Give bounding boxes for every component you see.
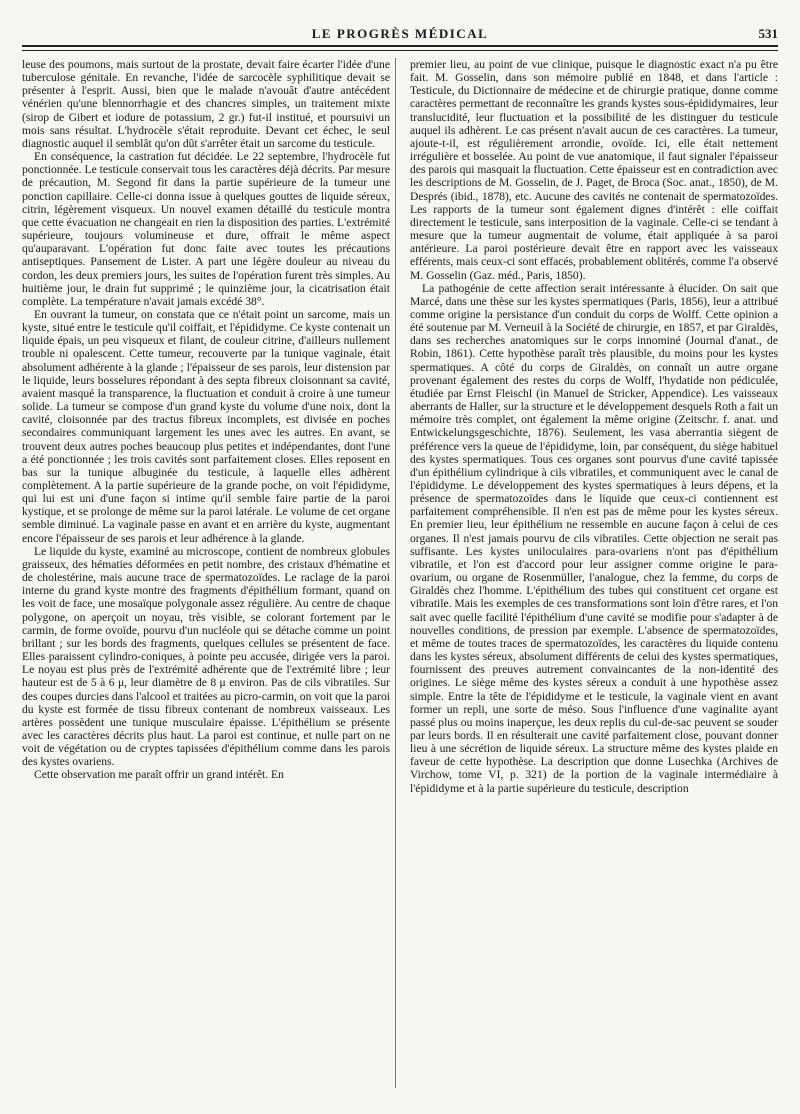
paragraph: La pathogénie de cette affection serait intéressante à élucider. On sait que Marcé, dans une thèse sur les kystes spermatiques (Paris, 1856), leur a attribué comme origine la persistance d'un conduit du corps de Wolff. Cette opinion a été soutenue par M. Verneuil à la Société de chirurgie, en 1857, et par Giraldès, dans ses recherches anatomiques sur le corps innominé (Journal d'anat., de Robin, 1861). Cette hypothèse paraît très plausible, du moins pour les kystes spermatiques. A côté du corps de Giraldès, on connaît un autre organe provenant également des restes du corps de Wolff, l'hydatide non pédiculée, étudiée par Ernst Fleischl (in Manuel de Stricker, Appendice). Les vaisseaux aberrants de Haller, sur la structure et le développement desquels Roth a fait un mémoire très complet, ont également la même origine (Zeitschr. f. anat. und Entwickelungsgeschichte, 1876). Seulement, les vasa aberrantia siègent de préférence vers la queue de l'épididyme, loin, par conséquent, du siège habituel des kystes spermatiques. Tous ces organes sont pourvus d'une cavité tapissée d'un épithélium cylindrique à cils vibratiles, et communiquent avec le canal de l'épididyme. Le développement des kystes spermatiques à leurs dépens, et la présence de spermatozoïdes dans le liquide que ceux-ci contiennent est parfaitement compréhensible. Il n'en est pas de même pour les kystes séreux. En premier lieu, leur épithélium ne ressemble en aucune façon à celui de ces organes. Il n'est jamais pourvu de cils vibratiles. Cette objection ne serait pas suffisante. Les kystes uniloculaires para-ovariens n'ont pas d'épithélium vibratile, et l'on est d'accord pour leur assigner comme origine le para-ovarium, ou organe de Rosenmüller, l'analogue, chez la femme, du corps de Giraldès chez l'homme. L'épithélium des tubes qui constituent cet organe est vibratile. Mais les exemples de ces transformations sont loin d'être rares, et l'on sait avec quelle facilité l'épithélium d'une cavité se modifie pour s'adapter à de nouvelles conditions, de pression par exemple. L'absence de spermatozoïdes, et même de toutes traces de spermatozoïdes, les caractères du liquide contenu dans les kystes séreux, absolument différents de celui des kystes spermatiques, fournissent des preuves autrement convaincantes de la non-identité des origines. Le siège même des kystes séreux a conduit à une hypothèse assez simple. Entre la tête de l'épididyme et le testicule, la vaginale vient en avant former un repli, une sorte de méso. Sous l'influence d'une vaginalite ayant passé plus ou moins inaperçue, les deux replis du cul-de-sac peuvent se souder par leurs bords. Il en résulterait une cavité parfaitement close, pouvant donner lieu à une sécrétion de liquide séreux. La structure même des kystes plaide en faveur de cette hypothèse. La description que donne Lusechka (Archives de Virchow, tome VI, p. 321) de la portion de la vaginale intermédiaire à l'épididyme et à la partie supérieure du testicule, description	[410, 281, 778, 795]
paragraph: En ouvrant la tumeur, on constata que ce n'était point un sarcome, mais un kyste, situé entre le testicule qu'il coiffait, et l'épididyme. Ce kyste contenait un liquide épais, un peu visqueux et filant, de couleur citrine, d'ailleurs nullement trouble ni opalescent. Cette tumeur, recouverte par la tunique vaginale, était absolument adhérente à la glande ; l'épaisseur de ses parois, leur distension par le liquide, leurs bosselures répondant à des septa fibreux cloisonnant sa cavité, avaient masqué la transparence, la fluctuation et conduit à croire à une tumeur solide. La tumeur se compose d'un grand kyste du volume d'une noix, dont la cavité, cloisonnée par des tractus fibreux incomplets, est divisée en poches secondaires communiquant largement les unes avec les autres. En avant, se trouvent deux autres poches beaucoup plus petites et indépendantes, dont l'une a été ponctionnée ; les trois cavités sont parfaitement closes. Elles reposent en bas sur la tunique albuginée du testicule, à laquelle elles adhèrent complètement. A la partie supérieure de la grande poche, on voit l'épididyme, qui lui est uni d'une façon si intime qu'il semble faire partie de la paroi kystique, et se prolonge de même sur la paroi latérale. Le volume de cet organe semble diminué. La vaginale passe en avant et en arrière du kyste, augmentant encore l'épaisseur de ses parois et leur adhérence à la glande.	[22, 307, 390, 545]
paragraph: Cette observation me paraît offrir un grand intérêt. En	[34, 768, 284, 782]
right-column	[410, 58, 778, 1094]
paragraph: leuse des poumons, mais surtout de la prostate, devait faire écarter l'idée d'une tuberculose génitale. En revanche, l'idée de sarcocèle syphilitique devait se présenter à l'esprit. Aussi, bien que le malade n'avouât d'autre antécédent vénérien qu'une blennorrhagie et des chancres simples, un traitement mixte (sirop de Gibert et iodure de potassium, 2 gr.) fut-il institué, et poursuivi un mois sans résultat. L'hydrocèle s'était reproduite. Devant cet échec, le seul diagnostic auquel il semblât qu'on dût s'arrêter était un sarcome du testicule.	[22, 58, 390, 150]
column-divider	[395, 58, 396, 1088]
paragraph: Le liquide du kyste, examiné au microscope, contient de nombreux globules graisseux, des hématies déformées en petit nombre, des cristaux d'hématine et de cholestérine, mais aucune trace de spermatozoïdes. Le raclage de la paroi interne du grand kyste montre des fragments d'épithélium formant, quand on les voit de face, une mosaïque polygonale assez régulière. Au centre de chaque polygone, on aperçoit un noyau, très visible, se colorant fortement par le carmin, de forme ovoïde, pourvu d'un nucléole qui se détache comme un point brillant ; sur les bords des fragments, quelques cellules se présentent de face. Elles paraissent cylindro-coniques, à pointe peu accusée, dirigée vers la paroi. Le noyau est plus près de l'extrémité adhérente que de l'extrémité libre ; leur hauteur est de 5 à 6 μ, leur diamètre de 8 μ environ. Pas de cils vibratiles. Sur des coupes durcies dans l'alcool et traitées au picro-carmin, on voit que la paroi du kyste est formée de tissu fibreux contenant de nombreux vaisseaux. Les artères possèdent une tunique musculaire épaisse. L'épithélium se présente avec les caractères décrits plus haut. La paroi est continue, et nulle part on ne voit de végétation ou de cryptes tapissées d'épithélium comme dans les parois des kystes ovariens.	[22, 544, 390, 769]
header-rule-thick	[22, 45, 778, 47]
paragraph: premier lieu, au point de vue clinique, puisque le diagnostic exact n'a pu être fait. M. Gosselin, dans son mémoire publié en 1848, et dans l'article : Testicule, du Dictionnaire de médecine et de chirurgie pratique, donne comme caractères permettant de reconnaître les grands kystes sous-épididymaires, leur translucidité, leur fluctuation et la possibilité de les distinguer du testicule auquel ils adhèrent. Le cas présent n'avait aucun de ces caractères. La tumeur, ajoute-t-il, est régulièrement arrondie, ovoïde. Ici, elle était nettement irrégulière et bosselée. Au point de vue anatomique, il faut signaler l'épaisseur des parois qui masquait la fluctuation. Cette épaisseur est en contradiction avec les descriptions de M. Gosselin, de J. Paget, de Broca (Soc. anat., 1850), de M. Després (ibid., 1878), etc. Aucune des cavités ne contenait de spermatozoïdes. Les rapports de la tumeur sont également dignes d'intérêt : elle coiffait directement le testicule, sans interposition de la vaginale. Celle-ci se tendant à mesure que la tumeur augmentait de volume, était appliquée à sa paroi antérieure. La paroi postérieure devait être en rapport avec les vaisseaux efférents, mais ceux-ci sont effacés, probablement oblitérés, comme l'a observé M. Gosselin (Gaz. méd., Paris, 1850).	[410, 58, 778, 282]
paragraph: En conséquence, la castration fut décidée. Le 22 septembre, l'hydrocèle fut ponctionnée. Le testicule conservait tous les caractères déjà décrits. Par mesure de précaution, M. Segond fit dans la partie supérieure de la tumeur une ponction capillaire. Celle-ci donna issue à quelques gouttes de liquide séreux, citrin, légèrement visqueux. Un nouvel examen détaillé du testicule montra que cette évacuation ne changeait en rien la disposition des parties. L'extrémité supérieure, toujours volumineuse et dure, offrait le même aspect qu'auparavant. L'opération fut donc faite avec toutes les précautions antiseptiques. Pansement de Lister. A part une légère douleur au niveau du cordon, les deux premiers jours, les suites de l'opération furent très simples. Au huitième jour, le drain fut supprimé ; le quinzième jour, la cicatrisation était complète. La température n'avait jamais excédé 38°.	[22, 150, 390, 308]
left-column	[22, 58, 390, 1094]
page-number: 531	[758, 26, 778, 41]
running-title: LE PROGRÈS MÉDICAL	[311, 26, 489, 41]
header-rule-thin	[22, 50, 778, 51]
page-header	[22, 26, 778, 46]
